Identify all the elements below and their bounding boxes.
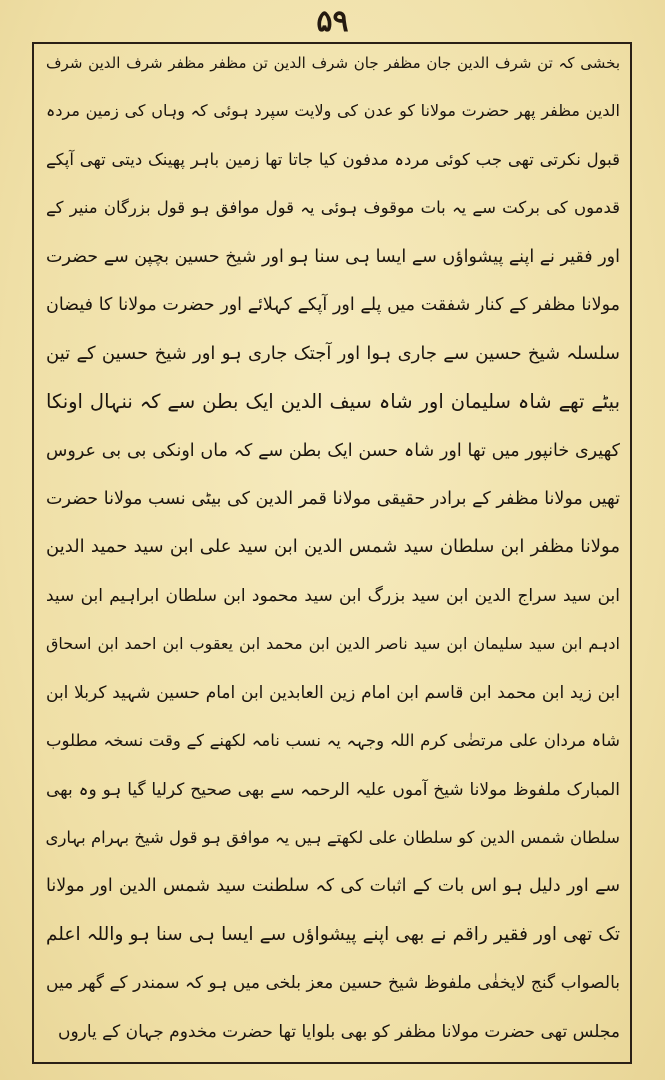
text-line: مولانا مظفر کے کنار شفقت میں پلے اور آپکے کہلائے اور حضرت مولانا کا فیضان xyxy=(46,295,620,316)
text-line: سے اور دلیل ہو اس بات کے اثبات کی کہ سلطنت سید شمس الدین اور مولانا xyxy=(46,876,620,897)
text-line: مجلس تھی حضرت مولانا مظفر کو بھی بلوایا تھا حضرت مخدوم جہان کے یاروں xyxy=(57,1021,620,1042)
text-line: تک تھی اور فقیر راقم نے بھی اپنے پیشواؤں سے ایسا ہی سنا ہو واللہ اعلم xyxy=(46,923,620,945)
text-line: بالصواب گنج لایخفٰی ملفوظ شیخ حسین معز بلخی میں ہو کہ سمندر کے گھر میں xyxy=(46,973,620,994)
text-line: قدموں کی برکت سے یہ بات موقوف ہوئی یہ قول موافق ہو قول بزرگان منیر کے xyxy=(46,198,620,218)
text-line: بخشی کہ تن شرف الدین جان مظفر جان شرف الدین تن مظفر مظفر شرف الدین شرف xyxy=(46,54,620,72)
text-line: سلطان شمس الدین کو سلطان علی لکھتے ہیں یہ موافق ہو قول شیخ بہرام بہاری xyxy=(45,828,620,847)
text-line: ابن زید ابن محمد ابن قاسم ابن امام زین العابدین ابن امام حسین شہید کربلا ابن xyxy=(46,682,620,703)
text-line: اور فقیر نے اپنے پیشواؤں سے ایسا ہی سنا ہو اور شیخ حسین بچپن سے حضرت xyxy=(46,246,620,267)
text-line: ابن سید سراج الدین ابن سید بزرگ ابن سید محمود ابن سلطان ابراہیم ابن سید xyxy=(46,585,620,606)
text-line: قبول نکرتی تھی جب کوئی مردہ مدفون کیا جاتا تھا زمین باہر پھینک دیتی تھی آپکے xyxy=(46,149,620,169)
text-line: کھیری خانپور میں تھا اور شاہ حسن ایک بطن سے کہ ماں اونکی بی بی عروس xyxy=(46,440,620,461)
text-line: شاہ مردان علی مرتضٰی کرم اللہ وجہہ یہ نسب نامہ لکھنے کے وقت نسخہ مطلوب xyxy=(46,731,620,751)
page-number: ۵۹ xyxy=(316,4,349,39)
text-line: الدین مظفر پھر حضرت مولانا کو عدن کی ولایت سپرد ہوئی کہ وہاں کی زمین مردہ xyxy=(46,101,620,121)
text-line: بیٹے تھے شاہ سلیمان اور شاہ سیف الدین ایک بطن سے کہ ننہال اونکا xyxy=(46,390,620,414)
text-line: مولانا مظفر ابن سلطان سید شمس الدین ابن سید علی ابن سید حمید الدین xyxy=(46,536,620,558)
text-block xyxy=(40,48,626,1058)
text-line: تھیں مولانا مظفر کے برادر حقیقی مولانا قمر الدین کی بیٹی نسب مولانا حضرت xyxy=(46,488,620,509)
text-line: المبارک ملفوظ مولانا شیخ آموں علیہ الرحمہ سے بھی صحیح کرلیا گیا ہو وہ بھی xyxy=(46,779,620,800)
text-line: سلسلہ شیخ حسین سے جاری ہوا اور آجتک جاری ہو اور شیخ حسین کے تین xyxy=(46,342,620,364)
text-line: ادہم ابن سید سلیمان ابن سید ناصر الدین ابن محمد ابن یعقوب ابن احمد ابن اسحاق xyxy=(46,634,620,654)
